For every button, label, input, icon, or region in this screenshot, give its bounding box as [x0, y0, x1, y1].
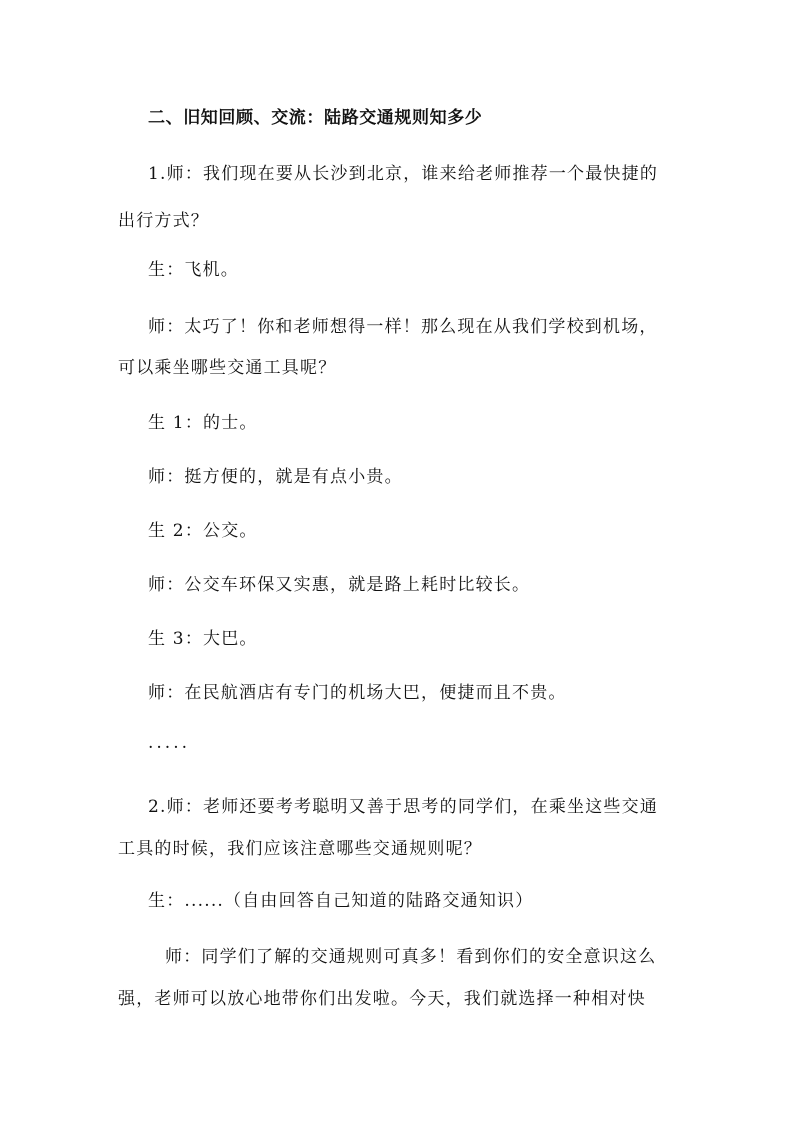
paragraph-line: 生：飞机。 — [148, 260, 239, 280]
paragraph-line: 1.师：我们现在要从长沙到北京，谁来给老师推荐一个最快捷的 — [148, 164, 659, 184]
paragraph-line: 可以乘坐哪些交通工具呢？ — [118, 358, 337, 378]
paragraph-line: 2.师：老师还要考考聪明又善于思考的同学们，在乘坐这些交通 — [148, 797, 659, 817]
paragraph-line: 师：在民航酒店有专门的机场大巴，便捷而且不贵。 — [148, 683, 567, 703]
paragraph-line: 工具的时候，我们应该注意哪些交通规则呢？ — [118, 839, 482, 859]
paragraph-line: 生 1：的士。 — [148, 413, 258, 433]
paragraph-line: 生：......（自由回答自己知道的陆路交通知识） — [148, 891, 534, 911]
paragraph-line: 师：太巧了！你和老师想得一样！那么现在从我们学校到机场， — [148, 317, 658, 337]
paragraph-line: 强，老师可以放心地带你们出发啦。今天，我们就选择一种相对快 — [118, 989, 646, 1009]
paragraph-line: 师：挺方便的，就是有点小贵。 — [148, 467, 403, 487]
ellipsis-line: ..... — [148, 733, 191, 753]
paragraph-line: 生 3：大巴。 — [148, 629, 258, 649]
paragraph-line: 师：公交车环保又实惠，就是路上耗时比较长。 — [148, 575, 531, 595]
paragraph-line: 出行方式？ — [118, 211, 209, 231]
section-heading: 二、旧知回顾、交流：陆路交通规则知多少 — [148, 108, 483, 128]
paragraph-line: 师：同学们了解的交通规则可真多！看到你们的安全意识这么 — [165, 947, 657, 967]
paragraph-line: 生 2：公交。 — [148, 521, 258, 541]
